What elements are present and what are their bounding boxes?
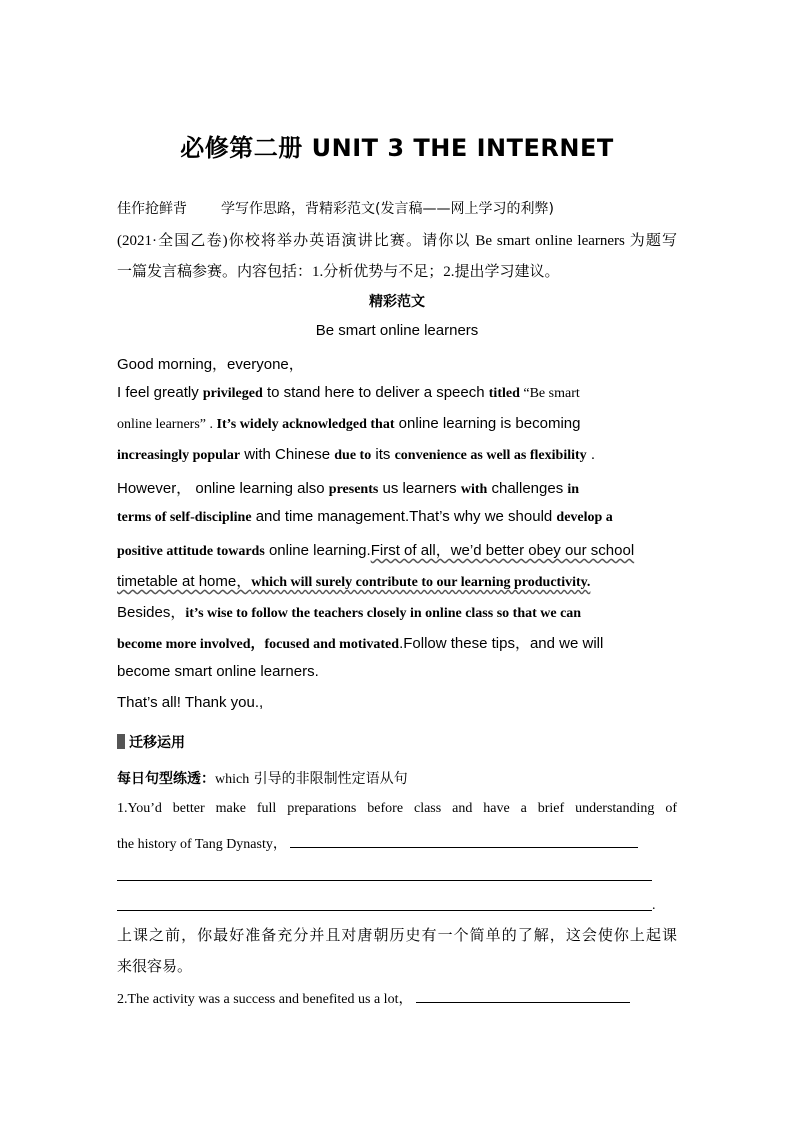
highlight-phrase: It’s widely acknowledged that	[216, 417, 395, 432]
subtitle-keyword: which	[215, 772, 250, 787]
text-run: and time management.That’s why we should	[251, 508, 557, 525]
transfer-subtitle	[117, 768, 677, 788]
text-run: I feel greatly	[117, 384, 203, 401]
page-title: 必修第二册 UNIT 3 THE INTERNET	[180, 134, 614, 162]
text-run: However， online learning also	[117, 480, 329, 497]
essay-title: Be smart online learners	[315, 322, 479, 339]
highlight-phrase: become more involved，focused and motivated	[117, 637, 400, 652]
highlight-phrase: in	[567, 482, 580, 497]
essay-line-5	[117, 508, 677, 526]
highlight-phrase: develop a	[556, 510, 613, 525]
highlight-phrase: titled	[488, 386, 520, 401]
essay-line-3	[117, 446, 677, 464]
text-run: with Chinese	[240, 446, 335, 463]
question-2-line-1	[117, 988, 677, 1008]
text-run: online learning.	[264, 542, 371, 559]
transfer-heading-text: 迁移运用	[129, 735, 185, 751]
text-run: .Follow these tips，and we will	[399, 635, 604, 652]
text-run: online learners” .	[117, 417, 217, 432]
wavy-underlined-text: First of all，we’d better obey our school	[370, 542, 635, 559]
essay-greeting: Good morning，everyone，	[117, 356, 304, 373]
text-run: challenges	[487, 480, 568, 497]
prompt-line-2: 一篇发言稿参赛。内容包括：1.分析优势与不足；2.提出学习建议。	[117, 264, 560, 280]
model-essay-heading: 精彩范文	[369, 294, 425, 310]
essay-line-6	[117, 539, 677, 560]
text-run: “Be smart	[519, 386, 580, 401]
answer-blank[interactable]	[290, 833, 638, 848]
answer-line[interactable]	[117, 910, 652, 911]
answer-blank[interactable]	[416, 988, 630, 1003]
translation-line-1: 上课之前，你最好准备充分并且对唐朝历史有一个简单的了解，这会使你上起课	[117, 928, 677, 944]
text-run: online learning is becoming	[394, 415, 581, 432]
essay-line-7	[117, 570, 677, 591]
essay-line-9	[117, 632, 677, 653]
section-header	[117, 198, 677, 218]
highlight-phrase: increasingly popular	[117, 448, 241, 463]
subtitle-text: 引导的非限制性定语从句	[249, 771, 408, 787]
text-run: Besides，	[117, 604, 186, 621]
highlight-phrase: presents	[328, 482, 379, 497]
text-run: its	[371, 446, 395, 463]
text-run: us learners	[378, 480, 461, 497]
question-1-line-2	[117, 833, 677, 853]
prompt-line-1: (2021·全国乙卷)你校将举办英语演讲比赛。请你以 Be smart online learners 为题写	[117, 233, 677, 249]
essay-line-2	[117, 415, 677, 433]
text-run: to stand here to deliver a speech	[262, 384, 489, 401]
question-1-line-1: 1.You’d better make full preparations before class and have a brief understanding of	[117, 801, 677, 816]
section-tag: 佳作抢鲜背	[117, 201, 187, 217]
highlight-phrase: with	[460, 482, 488, 497]
essay-line-4	[117, 477, 677, 498]
highlight-phrase: which will surely contribute to our learning productivity.	[251, 575, 591, 590]
highlight-phrase: positive attitude towards	[117, 544, 265, 559]
wavy-underlined-text: timetable at home，	[117, 573, 252, 590]
subtitle-label: 每日句型练透：	[117, 771, 215, 787]
essay-line-10: become smart online learners.	[117, 663, 319, 680]
text-run: .	[586, 446, 595, 463]
section-marker-icon	[117, 734, 125, 749]
highlight-phrase: due to	[334, 448, 372, 463]
essay-line-1	[117, 384, 677, 402]
highlight-phrase: privileged	[202, 386, 263, 401]
section-description: 学写作思路，背精彩范文(发言稿——网上学习的利弊)	[221, 201, 554, 217]
answer-end-period: .	[652, 898, 656, 913]
transfer-heading	[117, 732, 677, 752]
essay-closing: That’s all! Thank you.,	[117, 694, 264, 711]
highlight-phrase: terms of self-discipline	[117, 510, 252, 525]
highlight-phrase: it’s wise to follow the teachers closely in online class so that we can	[185, 606, 582, 621]
essay-line-8	[117, 601, 677, 622]
highlight-phrase: convenience as well as flexibility	[394, 448, 587, 463]
question-2-text: 2.The activity was a success and benefited us a lot，	[117, 992, 413, 1007]
translation-line-2: 来很容易。	[117, 959, 193, 975]
answer-line[interactable]	[117, 880, 652, 881]
question-1-text: the history of Tang Dynasty，	[117, 837, 287, 852]
